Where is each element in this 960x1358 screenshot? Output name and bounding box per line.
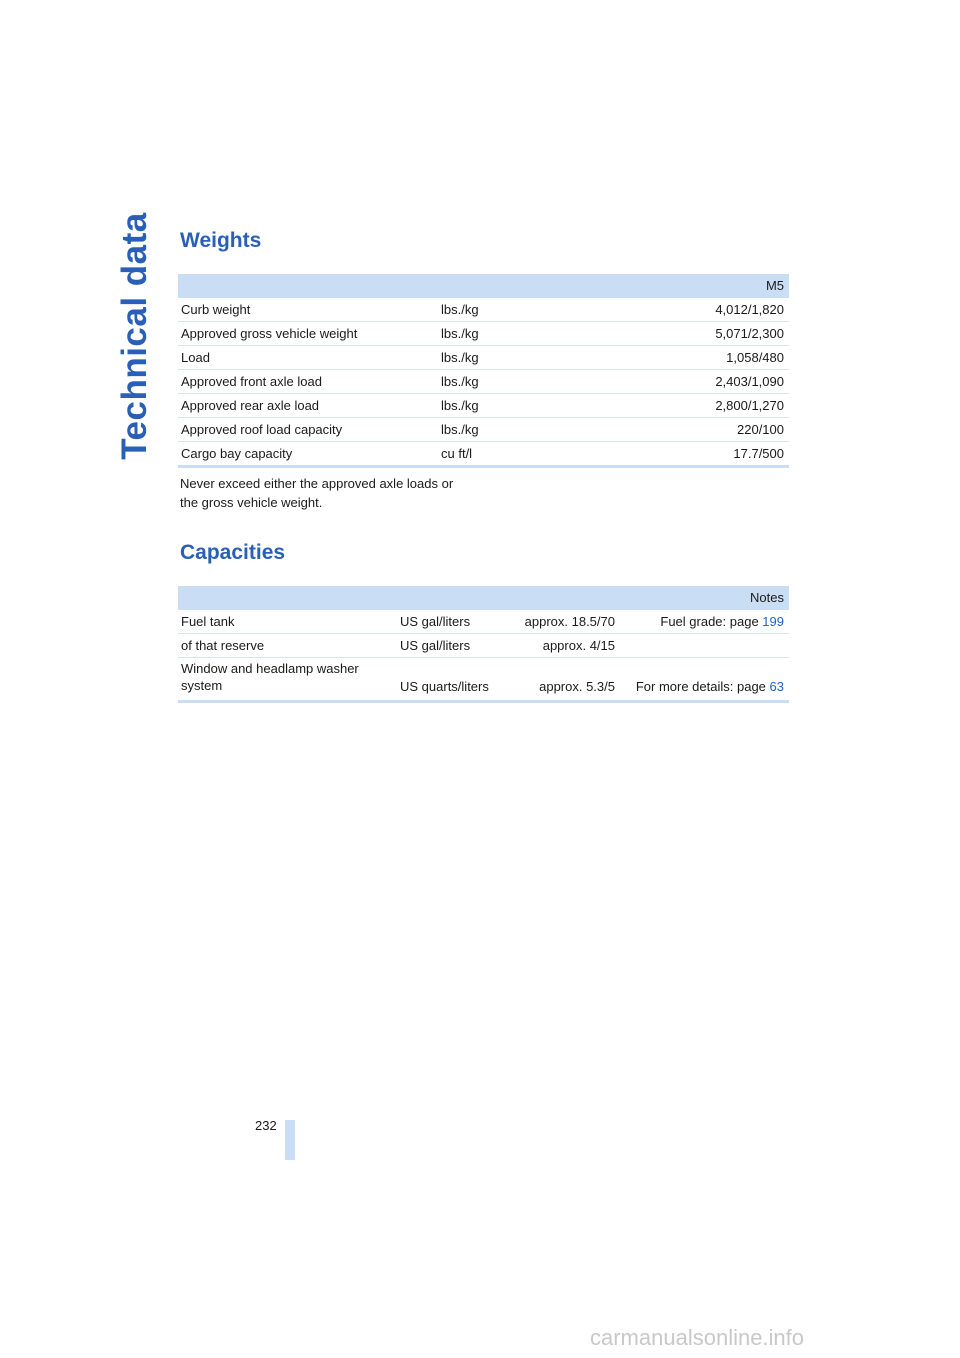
row-note: [660, 614, 784, 629]
row-label: Approved front axle load: [181, 374, 322, 389]
row-unit: US gal/liters: [400, 638, 471, 653]
row-value: approx. 18.5/70: [524, 614, 615, 629]
row-label: Approved rear axle load: [181, 398, 320, 413]
row-value: 4,012/1,820: [715, 302, 784, 317]
row-unit: lbs./kg: [441, 350, 479, 365]
row-unit: lbs./kg: [441, 302, 479, 317]
table-row: [178, 370, 789, 394]
note-text: Fuel grade: page: [660, 614, 763, 629]
capacities-table: [178, 586, 789, 703]
table-row: [178, 394, 789, 418]
table-row: [178, 346, 789, 370]
watermark: carmanualsonline.info: [590, 1325, 805, 1350]
row-note: [636, 679, 784, 694]
row-label: of that reserve: [181, 638, 265, 653]
row-value: 17.7/500: [733, 446, 784, 461]
row-value: 220/100: [737, 422, 784, 437]
row-unit: lbs./kg: [441, 398, 479, 413]
section-side-title: [112, 211, 158, 460]
note-line: Never exceed either the approved axle loads or: [180, 476, 454, 491]
row-label: Approved gross vehicle weight: [181, 326, 358, 341]
row-value: 5,071/2,300: [715, 326, 784, 341]
row-unit: cu ft/l: [441, 446, 473, 461]
table-row: [178, 418, 789, 442]
page-number: 232: [255, 1118, 277, 1133]
note-line: the gross vehicle weight.: [180, 495, 323, 510]
table-row: [178, 658, 789, 703]
page-link[interactable]: 63: [769, 679, 784, 694]
row-value: 1,058/480: [726, 350, 784, 365]
note-text: For more details: page: [635, 679, 770, 694]
weights-column-header: M5: [765, 278, 784, 293]
row-value: approx. 5.3/5: [539, 679, 615, 694]
row-unit: lbs./kg: [441, 374, 479, 389]
row-value: approx. 4/15: [542, 638, 615, 653]
table-row: [178, 322, 789, 346]
table-row: [178, 442, 789, 468]
side-title-text: Technical data: [115, 211, 154, 460]
row-unit: lbs./kg: [441, 326, 479, 341]
weights-table: [178, 274, 789, 468]
row-value: 2,403/1,090: [715, 374, 784, 389]
table-row: [178, 610, 789, 634]
capacities-column-header: Notes: [750, 590, 784, 605]
capacities-heading: Capacities: [180, 541, 286, 564]
row-unit: lbs./kg: [441, 422, 479, 437]
weights-table-header: [178, 274, 789, 298]
row-label: Approved roof load capacity: [181, 422, 343, 437]
weights-heading: Weights: [180, 229, 262, 252]
row-label: Load: [181, 350, 210, 365]
row-label: Cargo bay capacity: [181, 446, 293, 461]
row-unit: US quarts/liters: [400, 679, 489, 694]
page-link[interactable]: 199: [762, 614, 784, 629]
table-row: [178, 298, 789, 322]
row-label: Window and headlamp washer system: [181, 661, 359, 693]
weights-note: [180, 474, 500, 512]
row-unit: US gal/liters: [400, 614, 471, 629]
row-label: Fuel tank: [181, 614, 235, 629]
row-value: 2,800/1,270: [715, 398, 784, 413]
page-marker-bar: [285, 1120, 295, 1160]
row-label: Curb weight: [181, 302, 251, 317]
capacities-table-header: [178, 586, 789, 610]
table-row: [178, 634, 789, 658]
